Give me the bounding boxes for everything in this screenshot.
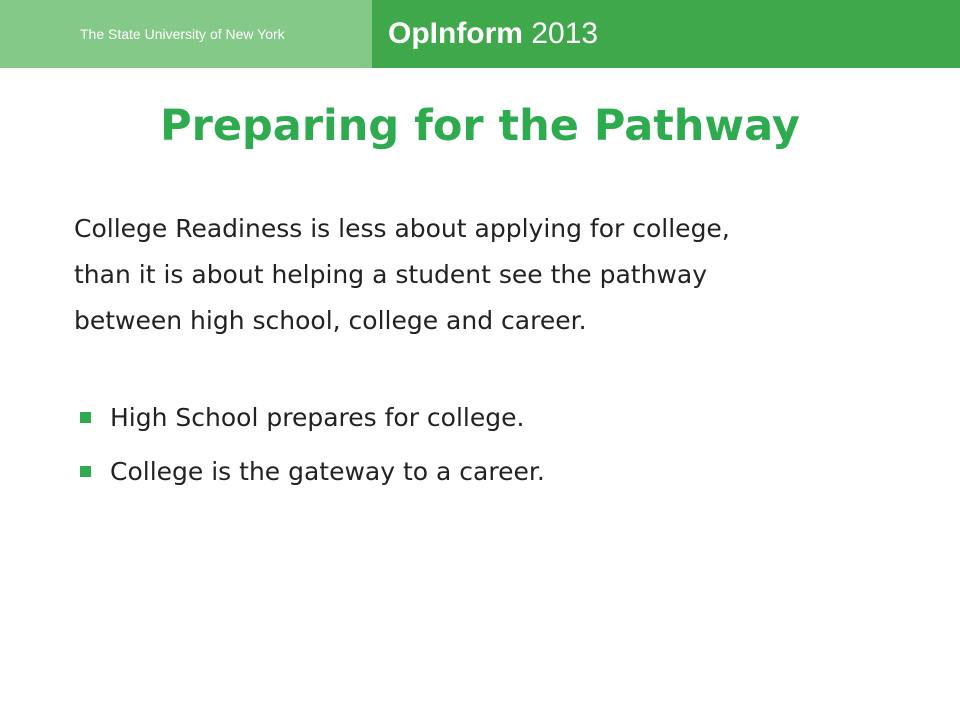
brand-year: 2013 [531,17,599,50]
square-bullet-icon [80,412,91,423]
bullet-text: College is the gateway to a career. [110,456,545,486]
paragraph-line: than it is about helping a student see the pathway [74,260,707,289]
header-org-panel [0,0,372,68]
brand-name: OpInform [388,17,523,50]
bullet-text: High School prepares for college. [110,402,525,432]
university-name: The State University of New York [80,26,285,42]
bullet-item [74,444,894,498]
header-brand-panel [372,0,960,68]
square-bullet-icon [80,466,91,477]
bullet-item [74,390,894,444]
paragraph-line: College Readiness is less about applying for college, [74,214,730,243]
slide-body [74,206,894,498]
bullet-list [74,390,894,498]
slide-header [0,0,960,68]
paragraph-line: between high school, college and career. [74,306,587,335]
brand-logo-text [388,16,598,52]
slide-title: Preparing for the Pathway [160,101,800,151]
intro-paragraph [74,206,894,344]
